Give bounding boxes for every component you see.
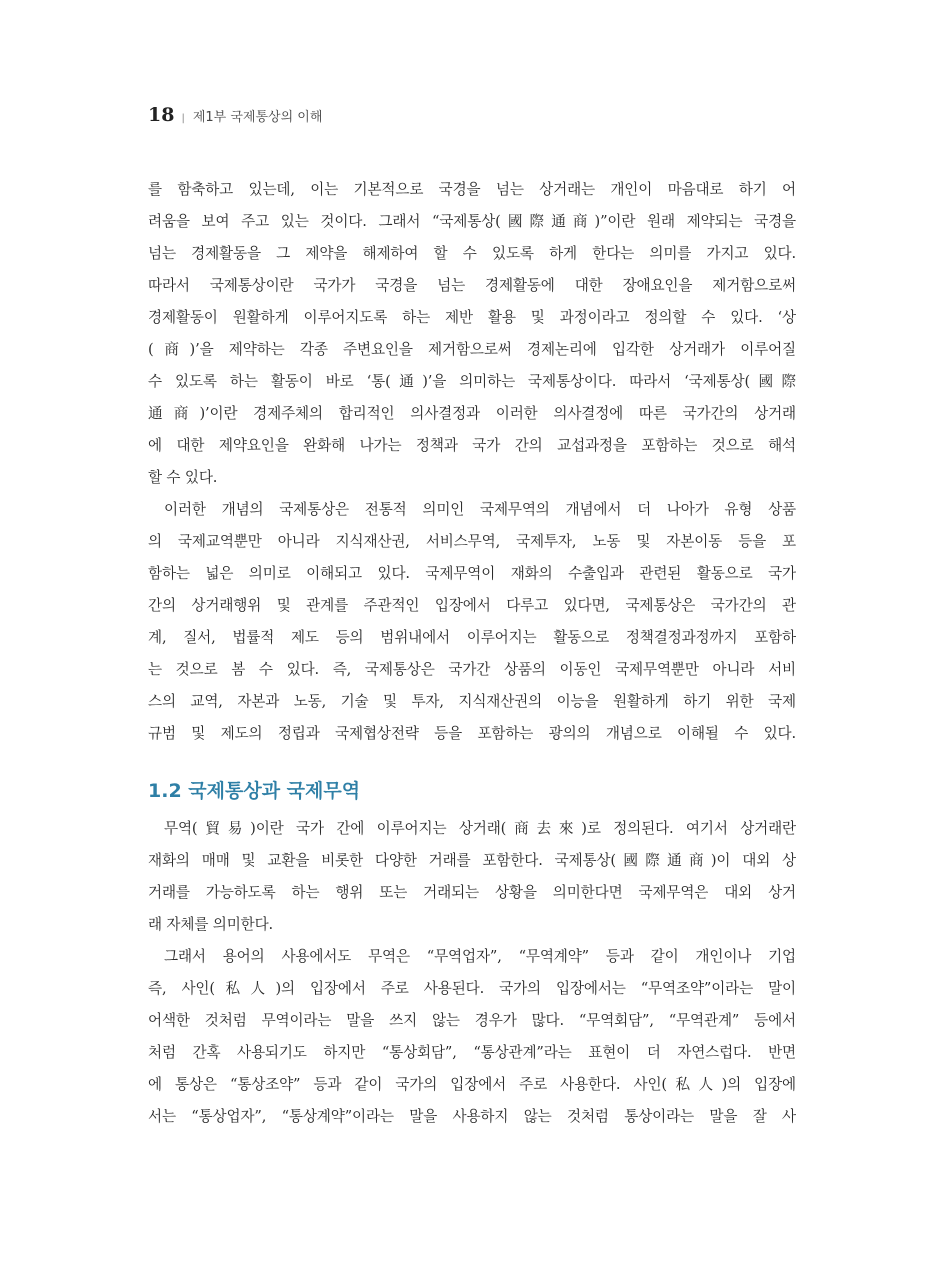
text-line: 거래를 가능하도록 하는 행위 또는 거래되는 상황을 의미한다면 국제무역은 대외 상거 (148, 884, 796, 901)
text-line: (商)’을 제약하는 각종 주변요인을 제거함으로써 경제논리에 입각한 상거래가 이루어질 (148, 341, 796, 358)
text-line: 함하는 넓은 의미로 이해되고 있다. 국제무역이 재화의 수출입과 관련된 활동으로 국가 (148, 565, 796, 582)
paragraph (148, 941, 796, 1133)
text-line: 계, 질서, 법률적 제도 등의 범위내에서 이루어지는 활동으로 정책결정과정까지 포함하 (148, 629, 796, 646)
text-line: 간의 상거래행위 및 관계를 주관적인 입장에서 다루고 있다면, 국제통상은 국가간의 관 (148, 597, 796, 614)
text-line: 이러한 개념의 국제통상은 전통적 의미인 국제무역의 개념에서 더 나아가 유형 상품 (164, 501, 796, 518)
text-line: 재화의 매매 및 교환을 비롯한 다양한 거래를 포함한다. 국제통상(國際通商)이 대외 상 (148, 852, 796, 869)
text-line: 의 국제교역뿐만 아니라 지식재산권, 서비스무역, 국제투자, 노동 및 자본이동 등을 포 (148, 533, 796, 550)
text-line: 려움을 보여 주고 있는 것이다. 그래서 “국제통상(國際通商)”이란 원래 제약되는 국경을 (148, 213, 796, 230)
header-divider: | (181, 113, 185, 124)
text-line: 넘는 경제활동을 그 제약을 해제하여 할 수 있도록 하게 한다는 의미를 가지고 있다. (148, 245, 796, 262)
text-line: 에 통상은 “통상조약” 등과 같이 국가의 입장에서 주로 사용한다. 사인(私人)의 입장에 (148, 1076, 796, 1093)
text-line: 에 대한 제약요인을 완화해 나가는 정책과 국가 간의 교섭과정을 포함하는 것으로 해석 (148, 437, 796, 454)
text-line: 通商)’이란 경제주체의 합리적인 의사결정과 이러한 의사결정에 따른 국가간의 상거래 (148, 405, 796, 422)
section-heading: 1.2 국제통상과 국제무역 (148, 780, 361, 802)
paragraph (148, 813, 796, 941)
text-line: 처럼 간혹 사용되기도 하지만 “통상회담”, “통상관계”라는 표현이 더 자연스럽다. 반면 (148, 1044, 796, 1061)
text-line: 스의 교역, 자본과 노동, 기술 및 투자, 지식재산권의 이능을 원활하게 하기 위한 국제 (148, 693, 796, 710)
paragraph (148, 494, 796, 750)
text-line: 는 것으로 봄 수 있다. 즉, 국제통상은 국가간 상품의 이동인 국제무역뿐만 아니라 서비 (148, 661, 796, 678)
text-line: 를 함축하고 있는데, 이는 기본적으로 국경을 넘는 상거래는 개인이 마음대로 하기 어 (148, 181, 796, 198)
text-line: 할 수 있다. (148, 469, 218, 486)
text-line: 어색한 것처럼 무역이라는 말을 쓰지 않는 경우가 많다. “무역회담”, “무역관계” 등에서 (148, 1012, 796, 1029)
paragraph (148, 174, 796, 494)
section-2-body (148, 813, 796, 1133)
text-line: 규범 및 제도의 정립과 국제협상전략 등을 포함하는 광의의 개념으로 이해될 수 있다. (148, 725, 796, 742)
text-line: 수 있도록 하는 활동이 바로 ‘통(通)’을 의미하는 국제통상이다. 따라서 ‘국제통상(國際 (148, 373, 796, 390)
text-line: 그래서 용어의 사용에서도 무역은 “무역업자”, “무역계약” 등과 같이 개인이나 기업 (164, 948, 796, 965)
text-line: 따라서 국제통상이란 국가가 국경을 넘는 경제활동에 대한 장애요인을 제거함으로써 (148, 277, 796, 294)
section-1-body (148, 174, 796, 750)
part-title: 제1부 국제통상의 이해 (192, 110, 323, 125)
text-line: 무역(貿易)이란 국가 간에 이루어지는 상거래(商去來)로 정의된다. 여기서 상거래란 (164, 820, 796, 837)
text-line: 래 자체를 의미한다. (148, 916, 274, 933)
text-line: 즉, 사인(私人)의 입장에서 주로 사용된다. 국가의 입장에서는 “무역조약”이라는 말이 (148, 980, 796, 997)
text-line: 서는 “통상업자”, “통상계약”이라는 말을 사용하지 않는 것처럼 통상이라는 말을 잘 사 (148, 1108, 796, 1125)
text-line: 경제활동이 원활하게 이루어지도록 하는 제반 활용 및 과정이라고 정의할 수 있다. ‘상 (148, 309, 796, 326)
running-header (148, 104, 322, 132)
page-number: 18 (148, 104, 175, 126)
